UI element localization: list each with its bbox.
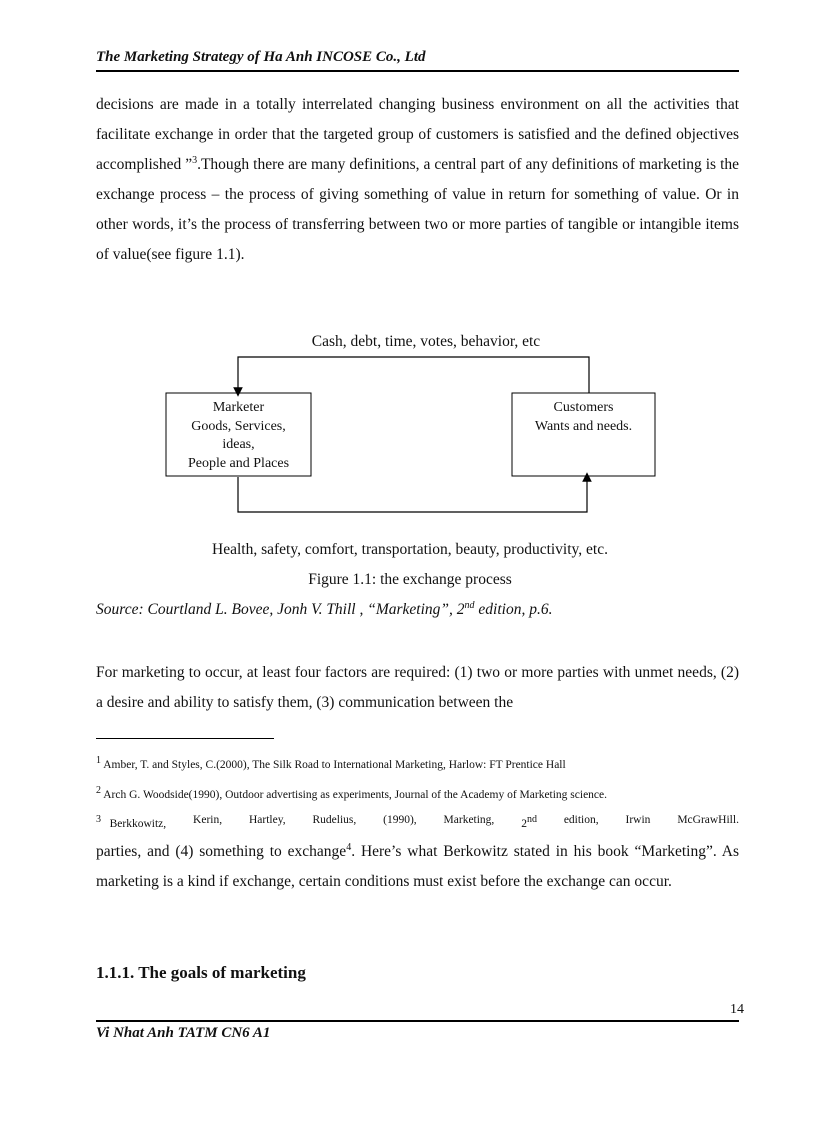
paragraph-berkowitz: [96, 837, 739, 897]
marketer-line: Goods, Services,: [191, 418, 286, 434]
source-sup: nd: [464, 599, 475, 611]
footnote-number: 3: [96, 814, 101, 825]
footnote-text: Amber, T. and Styles, C.(2000), The Silk Road to International Marketing, Harlow: FT Prentice Hall: [103, 758, 566, 771]
footnote-word: Kerin,: [193, 814, 223, 826]
source-text: edition, p.6.: [474, 601, 553, 618]
page-number: 14: [730, 1002, 744, 1017]
figure-caption: Figure 1.1: the exchange process: [308, 571, 512, 588]
section-heading: 1.1.1. The goals of marketing: [96, 963, 306, 982]
paragraph-exchange-definition: [96, 90, 739, 270]
top-flow-arrow: [238, 357, 589, 393]
source-text: Source: Courtland L. Bovee, Jonh V. Thill , “Marketing”, 2: [96, 601, 465, 618]
paragraph-four-factors: For marketing to occur, at least four factors are required: (1) two or more parties with unmet needs, (2) a desire and ability to satisfy them, (3) communication between the: [96, 664, 739, 711]
paragraph-text: . Here’s what Berkowitz stated in his book “Marketing”. As marketing is a kind if exchange, certain conditions must exist before the exchange can occur.: [96, 843, 739, 890]
footnote-word: McGrawHill.: [677, 814, 739, 826]
footnote-word: edition,: [563, 814, 599, 826]
paragraph-text: .Though there are many definitions, a central part of any definitions of marketing is the exchange process – the process of giving something of value in return for something of value. Or in other words, it’s the process of transferring between two or more parties of tangible or intangible items of value(see figure 1.1).: [96, 156, 739, 263]
footnote-word: Rudelius,: [312, 814, 357, 826]
footnote-3: [96, 814, 739, 830]
footnote-number: 1: [96, 755, 101, 766]
footnote-word: Irwin: [625, 814, 651, 826]
bottom-flow-label: Health, safety, comfort, transportation, beauty, productivity, etc.: [212, 541, 608, 558]
footnote-ref-3: 3: [192, 154, 198, 166]
marketer-line: ideas,: [222, 437, 255, 452]
figure-source: [96, 601, 552, 619]
footnote-number: 2: [96, 785, 101, 796]
top-flow-label: Cash, debt, time, votes, behavior, etc: [311, 333, 541, 350]
bottom-flow-arrow: [238, 477, 587, 512]
marketer-box-text: [166, 399, 311, 473]
running-header-title: The Marketing Strategy of Ha Anh INCOSE Co., Ltd: [96, 49, 426, 65]
footnote-rule: [96, 738, 274, 739]
running-footer-author: Vi Nhat Anh TATM CN6 A1: [96, 1025, 271, 1041]
footnote-word: (1990),: [383, 814, 417, 826]
customer-line: Wants and needs.: [534, 418, 633, 434]
footnote-2: [96, 785, 739, 801]
marketer-line: People and Places: [187, 455, 290, 471]
marketer-line: Marketer: [212, 400, 265, 415]
customer-box-text: [512, 399, 655, 436]
header-rule: [96, 70, 739, 72]
footnote-word: Hartley,: [248, 814, 286, 826]
footnote-word: Marketing,: [443, 814, 495, 826]
footnote-1: [96, 755, 739, 771]
footer-rule: [96, 1020, 739, 1022]
footnote-ref-4: 4: [346, 841, 352, 853]
paragraph-text: parties, and (4) something to exchange: [96, 843, 347, 860]
footnote-word: 2nd: [521, 814, 537, 830]
footnote-word: $^3$ Berkkowitz,: [96, 814, 167, 830]
paragraph-text: decisions are made in a totally interrelated changing business environment on all the activities that facilitate exchange in order that the targeted group of customers is satisfied and the defined objectives accomplished ”: [96, 96, 739, 173]
customer-line: Customers: [553, 400, 614, 415]
footnote-text: Arch G. Woodside(1990), Outdoor advertising as experiments, Journal of the Academy of Marketing science.: [103, 788, 608, 801]
